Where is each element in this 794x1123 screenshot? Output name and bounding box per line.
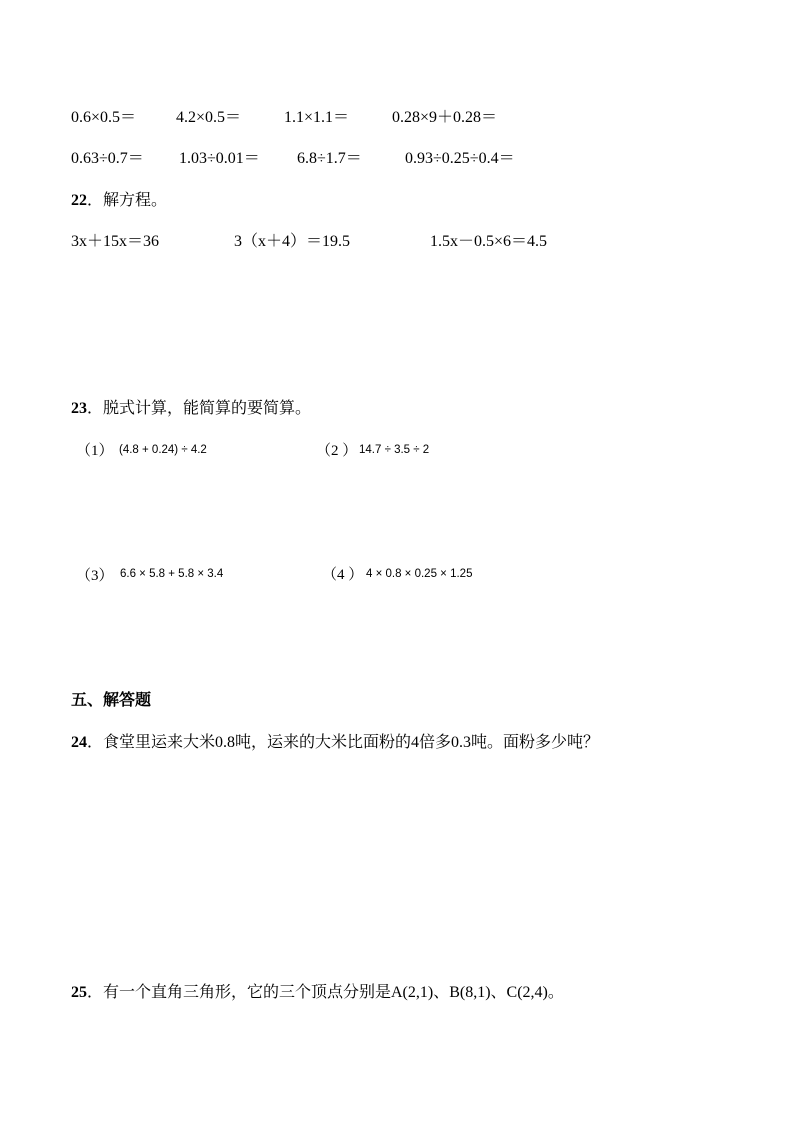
calc-0-93-div-0-25-div-0-4: 0.93÷0.25÷0.4＝ [405, 150, 515, 167]
item-2-expression: 14.7 ÷ 3.5 ÷ 2 [359, 444, 430, 456]
item-1-expression: (4.8 + 0.24) ÷ 4.2 [119, 444, 207, 456]
question-24-text: ．食堂里运来大米0.8吨，运来的大米比面粉的4倍多0.3吨。面粉多少吨？ [87, 734, 600, 751]
item-1-label: （1） [76, 443, 114, 459]
question-22-number: 22 [71, 192, 87, 209]
item-4-label: （4 ） [322, 567, 364, 583]
question-23-number: 23 [71, 400, 87, 417]
calc-1-1x1-1: 1.1×1.1＝ [284, 109, 350, 126]
calc-0-6x0-5: 0.6×0.5＝ [71, 109, 137, 126]
question-25-number: 25 [71, 984, 87, 1001]
question-22 [71, 191, 167, 211]
item-4-expression: 4 × 0.8 × 0.25 × 1.25 [366, 568, 473, 580]
question-22-text: ．解方程。 [87, 192, 168, 209]
calc-1-03-div-0-01: 1.03÷0.01＝ [179, 150, 260, 167]
question-24-number: 24 [71, 734, 87, 751]
calc-4-2x0-5: 4.2×0.5＝ [176, 109, 242, 126]
question-23-text: ．脱式计算，能简算的要简算。 [87, 400, 312, 417]
calc-0-28x9-plus-0-28: 0.28×9＋0.28＝ [392, 109, 498, 126]
calc-6-8-div-1-7: 6.8÷1.7＝ [297, 150, 362, 167]
question-23 [71, 399, 311, 419]
question-24 [71, 733, 599, 753]
item-2-label: （2 ） [316, 443, 358, 459]
question-25-text: ．有一个直角三角形，它的三个顶点分别是A(2,1)、B(8,1)、C(2,4)。 [87, 984, 564, 1001]
question-25 [71, 983, 564, 1003]
item-3-label: （3） [76, 568, 114, 584]
calc-0-63-div-0-7: 0.63÷0.7＝ [71, 150, 144, 167]
equation-1: 3x＋15x＝36 [71, 233, 160, 250]
equation-2: 3（x＋4）＝19.5 [234, 233, 351, 250]
equation-3: 1.5x－0.5×6＝4.5 [430, 233, 548, 250]
item-3-expression: 6.6 × 5.8 + 5.8 × 3.4 [120, 568, 224, 580]
section-heading: 五、解答题 [71, 690, 152, 709]
